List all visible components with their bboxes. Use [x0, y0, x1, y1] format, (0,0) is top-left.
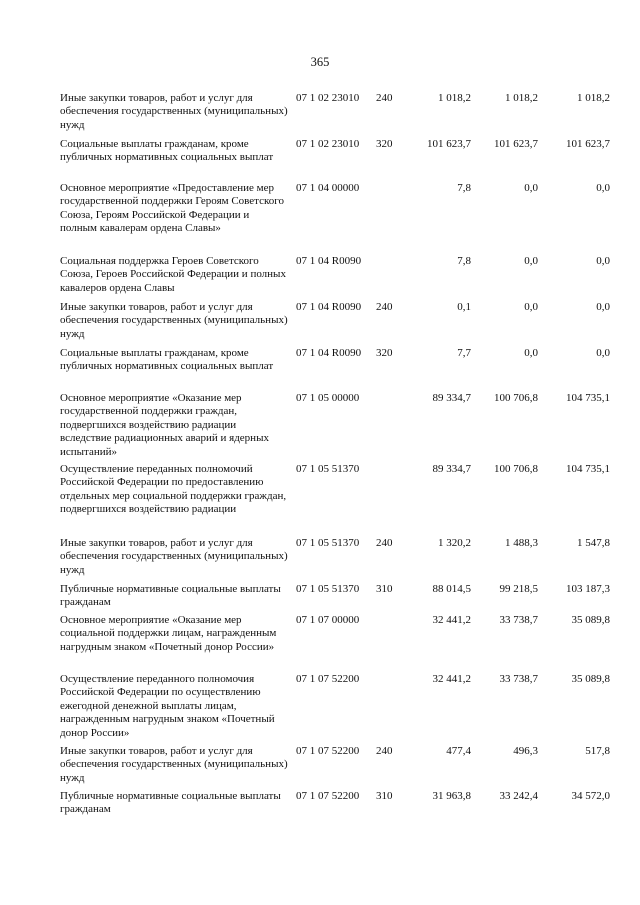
- row-amount-year2: 0,0: [524, 347, 538, 359]
- row-amount-year2: 100 706,8: [494, 463, 538, 475]
- row-amount-year2: 99 218,5: [499, 583, 538, 595]
- row-name: Социальные выплаты гражданам, кроме публичных нормативных социальных выплат: [60, 138, 274, 164]
- row-amount-year2: 33 738,7: [499, 614, 538, 626]
- row-amount-year1: 32 441,2: [432, 614, 471, 626]
- row-amount-year1: 89 334,7: [432, 392, 471, 404]
- row-amount-year2: 496,3: [513, 745, 538, 757]
- row-expense-type: 310: [376, 790, 393, 802]
- row-amount-year1: 89 334,7: [432, 463, 471, 475]
- row-amount-year2: 0,0: [524, 301, 538, 313]
- row-amount-year1: 1 320,2: [438, 537, 471, 549]
- row-amount-year1: 88 014,5: [432, 583, 471, 595]
- row-amount-year2: 1 018,2: [505, 92, 538, 104]
- row-code: 07 1 05 51370: [296, 537, 360, 549]
- row-name: Социальные выплаты гражданам, кроме публичных нормативных социальных выплат: [60, 347, 274, 373]
- row-amount-year3: 1 547,8: [577, 537, 610, 549]
- row-amount-year2: 33 242,4: [499, 790, 538, 802]
- row-amount-year2: 0,0: [524, 182, 538, 194]
- row-code: 07 1 07 00000: [296, 614, 360, 626]
- row-name: Иные закупки товаров, работ и услуг для обеспечения государственных (муниципальных) нужд: [60, 745, 288, 784]
- row-code: 07 1 04 R0090: [296, 301, 362, 313]
- row-name: Публичные нормативные социальные выплаты гражданам: [60, 790, 281, 816]
- row-code: 07 1 07 52200: [296, 745, 360, 757]
- row-expense-type: 240: [376, 745, 393, 757]
- row-name: Основное мероприятие «Оказание мер социальной поддержки лицам, награжденным нагрудным знаком «Почетный донор России»: [60, 614, 277, 653]
- row-amount-year3: 103 187,3: [566, 583, 610, 595]
- row-amount-year2: 101 623,7: [494, 138, 538, 150]
- row-amount-year3: 104 735,1: [566, 392, 610, 404]
- row-amount-year1: 32 441,2: [432, 673, 471, 685]
- row-code: 07 1 02 23010: [296, 138, 360, 150]
- row-amount-year3: 104 735,1: [566, 463, 610, 475]
- row-name: Социальная поддержка Героев Советского Союза, Героев Российской Федерации и полных кавалеров ордена Славы: [60, 255, 286, 294]
- row-amount-year1: 101 623,7: [427, 138, 471, 150]
- row-name: Основное мероприятие «Предоставление мер государственной поддержки Героям Советского Союза, Героям Российской Федерации и полным кавалерам ордена Славы»: [60, 182, 285, 235]
- row-expense-type: 320: [376, 138, 393, 150]
- row-name: Иные закупки товаров, работ и услуг для обеспечения государственных (муниципальных) нужд: [60, 537, 288, 576]
- row-amount-year3: 34 572,0: [571, 790, 610, 802]
- row-amount-year1: 7,8: [457, 182, 471, 194]
- row-expense-type: 240: [376, 301, 393, 313]
- row-amount-year3: 0,0: [596, 347, 610, 359]
- row-amount-year1: 0,1: [457, 301, 471, 313]
- row-amount-year3: 0,0: [596, 182, 610, 194]
- row-amount-year1: 31 963,8: [432, 790, 471, 802]
- row-code: 07 1 05 51370: [296, 463, 360, 475]
- row-amount-year3: 101 623,7: [566, 138, 610, 150]
- page-number: 365: [310, 55, 330, 69]
- row-expense-type: 240: [376, 92, 393, 104]
- row-amount-year1: 7,7: [457, 347, 471, 359]
- row-amount-year3: 517,8: [585, 745, 610, 757]
- row-amount-year3: 0,0: [596, 255, 610, 267]
- row-name: Осуществление переданного полномочия Российской Федерации по осуществлению ежегодной денежной выплаты лицам, награжденным нагрудным знаком «Почетный донор России»: [60, 673, 275, 739]
- row-code: 07 1 04 00000: [296, 182, 360, 194]
- row-amount-year3: 35 089,8: [571, 673, 610, 685]
- row-name: Осуществление переданных полномочий Российской Федерации по предоставлению отдельных мер социальной поддержки граждан, подвергшихся воздействию радиации: [60, 463, 287, 516]
- row-code: 07 1 07 52200: [296, 790, 360, 802]
- row-code: 07 1 07 52200: [296, 673, 360, 685]
- row-amount-year3: 35 089,8: [571, 614, 610, 626]
- row-name: Публичные нормативные социальные выплаты гражданам: [60, 583, 281, 609]
- row-amount-year3: 0,0: [596, 301, 610, 313]
- row-expense-type: 240: [376, 537, 393, 549]
- row-amount-year3: 1 018,2: [577, 92, 610, 104]
- row-code: 07 1 04 R0090: [296, 347, 362, 359]
- row-name: Основное мероприятие «Оказание мер государственной поддержки граждан, подвергшихся воздействию радиации вследствие радиационных аварий и ядерных испытаний»: [60, 392, 269, 458]
- row-code: 07 1 04 R0090: [296, 255, 362, 267]
- row-amount-year2: 100 706,8: [494, 392, 538, 404]
- row-amount-year2: 33 738,7: [499, 673, 538, 685]
- row-amount-year1: 1 018,2: [438, 92, 471, 104]
- row-code: 07 1 05 51370: [296, 583, 360, 595]
- row-amount-year1: 477,4: [446, 745, 471, 757]
- row-code: 07 1 05 00000: [296, 392, 360, 404]
- row-name: Иные закупки товаров, работ и услуг для обеспечения государственных (муниципальных) нужд: [60, 301, 288, 340]
- row-expense-type: 320: [376, 347, 393, 359]
- row-code: 07 1 02 23010: [296, 92, 360, 104]
- row-expense-type: 310: [376, 583, 393, 595]
- row-amount-year2: 0,0: [524, 255, 538, 267]
- row-amount-year2: 1 488,3: [505, 537, 538, 549]
- row-amount-year1: 7,8: [457, 255, 471, 267]
- row-name: Иные закупки товаров, работ и услуг для обеспечения государственных (муниципальных) нужд: [60, 92, 288, 131]
